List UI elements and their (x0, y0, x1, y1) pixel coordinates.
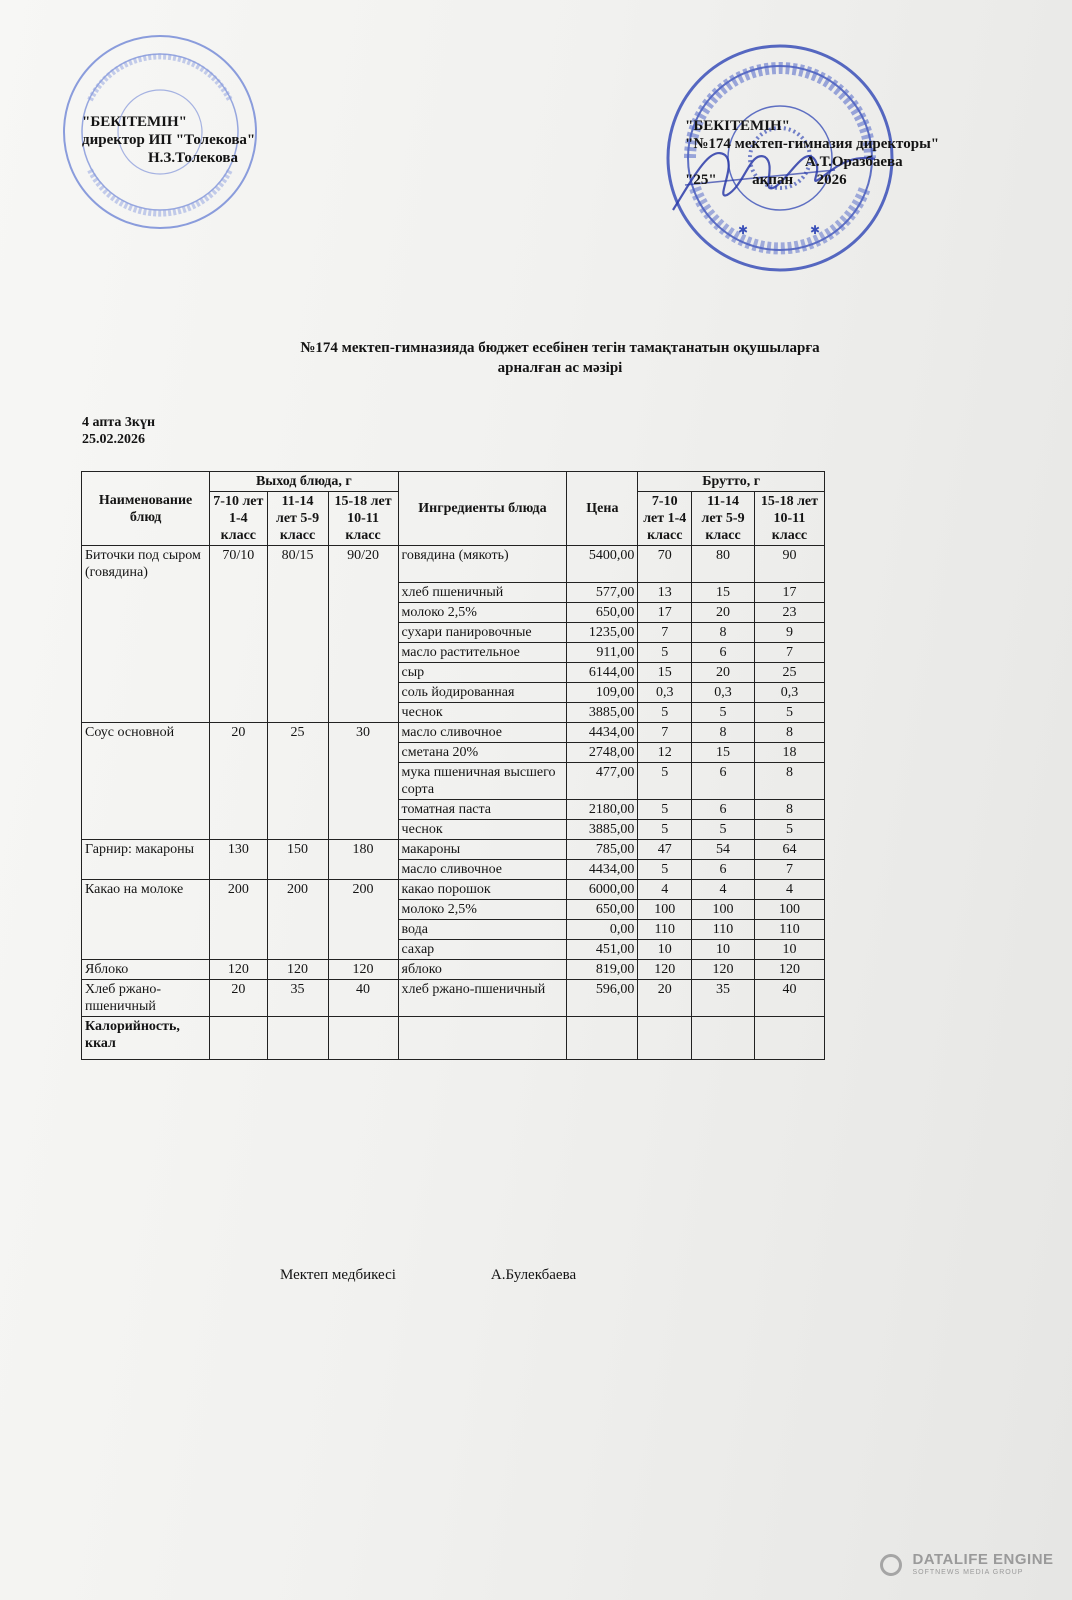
gross-cell: 6 (692, 642, 755, 662)
gross-cell: 23 (754, 602, 824, 622)
dish-name-cell (82, 742, 210, 762)
output-cell: 40 (328, 979, 398, 1016)
approve-word: "БЕКІТЕМІН" (82, 114, 187, 130)
price-cell: 2748,00 (567, 742, 638, 762)
output-cell (210, 642, 267, 662)
output-cell (210, 939, 267, 959)
output-cell (267, 799, 328, 819)
price-cell: 5400,00 (567, 546, 638, 583)
table-row (82, 939, 825, 959)
gross-cell: 5 (754, 702, 824, 722)
ingredient-cell: вода (398, 919, 567, 939)
output-cell (328, 682, 398, 702)
gross-cell: 5 (638, 799, 692, 819)
approval-block-right (685, 117, 985, 189)
watermark-main: DATALIFE ENGINE (912, 1551, 1054, 1568)
ingredient-cell: масло растительное (398, 642, 567, 662)
output-cell (267, 642, 328, 662)
gross-cell: 100 (754, 899, 824, 919)
price-cell: 596,00 (567, 979, 638, 1016)
dish-name-cell (82, 662, 210, 682)
ingredient-cell: какао порошок (398, 879, 567, 899)
output-cell (267, 682, 328, 702)
output-cell (267, 662, 328, 682)
watermark-logo-icon (880, 1554, 902, 1576)
table-row (82, 879, 825, 899)
dish-name-cell (82, 939, 210, 959)
output-cell (267, 899, 328, 919)
output-cell (328, 859, 398, 879)
gross-cell: 4 (638, 879, 692, 899)
output-cell (267, 919, 328, 939)
output-cell: 200 (328, 879, 398, 899)
dish-name-cell (82, 682, 210, 702)
gross-cell: 9 (754, 622, 824, 642)
gross-cell: 5 (638, 702, 692, 722)
dish-name-cell (82, 622, 210, 642)
gross-cell: 47 (638, 839, 692, 859)
header-price: Цена (567, 472, 638, 546)
output-cell: 120 (328, 959, 398, 979)
output-cell (328, 582, 398, 602)
svg-text:✱: ✱ (738, 223, 749, 237)
gross-cell: 18 (754, 742, 824, 762)
gross-cell: 35 (692, 979, 755, 1016)
gross-cell: 10 (638, 939, 692, 959)
output-cell: 25 (267, 722, 328, 742)
calorie-value-cell (398, 1016, 567, 1059)
date-year: 2026 (816, 172, 847, 188)
gross-cell: 15 (692, 742, 755, 762)
approver-name: Н.З.Толекова (148, 150, 238, 166)
price-cell: 911,00 (567, 642, 638, 662)
output-group-2: 11-14 лет 5-9 класс (267, 492, 328, 546)
output-cell (328, 662, 398, 682)
gross-cell: 8 (754, 799, 824, 819)
gross-cell: 5 (638, 762, 692, 799)
output-cell (210, 602, 267, 622)
gross-cell: 80 (692, 546, 755, 583)
output-cell: 120 (210, 959, 267, 979)
gross-cell: 20 (692, 662, 755, 682)
calorie-value-cell (638, 1016, 692, 1059)
gross-cell: 5 (692, 702, 755, 722)
approver-position: "№174 мектеп-гимназия директоры" (685, 136, 940, 152)
output-cell (328, 602, 398, 622)
output-cell: 130 (210, 839, 267, 859)
dish-name-cell: Какао на молоке (82, 879, 210, 899)
header-dish-name: Наименование блюд (82, 472, 210, 546)
gross-cell: 8 (754, 722, 824, 742)
output-cell (267, 582, 328, 602)
gross-cell: 17 (754, 582, 824, 602)
title-line-2: арналған ас мәзірі (497, 360, 623, 376)
calorie-value-cell (692, 1016, 755, 1059)
header-output: Выход блюда, г (210, 472, 398, 492)
price-cell: 4434,00 (567, 859, 638, 879)
price-cell: 2180,00 (567, 799, 638, 819)
price-cell: 577,00 (567, 582, 638, 602)
gross-cell: 8 (754, 762, 824, 799)
ingredient-cell: молоко 2,5% (398, 602, 567, 622)
dish-name-cell (82, 642, 210, 662)
dish-name-cell (82, 799, 210, 819)
dish-name-cell (82, 602, 210, 622)
gross-cell: 12 (638, 742, 692, 762)
output-cell (328, 702, 398, 722)
output-cell: 70/10 (210, 546, 267, 583)
gross-cell: 15 (692, 582, 755, 602)
table-row (82, 682, 825, 702)
gross-cell: 8 (692, 622, 755, 642)
output-cell: 30 (328, 722, 398, 742)
table-row (82, 582, 825, 602)
calorie-value-cell (754, 1016, 824, 1059)
output-cell (328, 622, 398, 642)
ingredient-cell: масло сливочное (398, 722, 567, 742)
output-cell: 120 (267, 959, 328, 979)
price-cell: 4434,00 (567, 722, 638, 742)
gross-group-1: 7-10 лет 1-4 класс (638, 492, 692, 546)
calorie-value-cell (328, 1016, 398, 1059)
nurse-name: А.Булекбаева (490, 1267, 577, 1283)
dish-name-cell (82, 702, 210, 722)
price-cell: 650,00 (567, 602, 638, 622)
dish-name-cell: Гарнир: макароны (82, 839, 210, 859)
table-row (82, 762, 825, 799)
gross-cell: 7 (638, 722, 692, 742)
table-row (82, 642, 825, 662)
dish-name-cell (82, 919, 210, 939)
calorie-value-cell (567, 1016, 638, 1059)
output-cell: 200 (267, 879, 328, 899)
table-row (82, 622, 825, 642)
document-title (220, 338, 900, 378)
gross-cell: 5 (638, 859, 692, 879)
menu-meta (82, 414, 155, 448)
table-row (82, 919, 825, 939)
gross-cell: 120 (754, 959, 824, 979)
gross-group-2: 11-14 лет 5-9 класс (692, 492, 755, 546)
gross-cell: 10 (754, 939, 824, 959)
dish-name-cell (82, 859, 210, 879)
output-cell (210, 702, 267, 722)
price-cell: 819,00 (567, 959, 638, 979)
ingredient-cell: молоко 2,5% (398, 899, 567, 919)
dish-name-cell (82, 819, 210, 839)
gross-cell: 4 (754, 879, 824, 899)
gross-cell: 0,3 (638, 682, 692, 702)
dish-name-cell: Хлеб ржано-пшеничный (82, 979, 210, 1016)
header-gross: Брутто, г (638, 472, 825, 492)
menu-date: 25.02.2026 (82, 432, 145, 447)
price-cell: 785,00 (567, 839, 638, 859)
calorie-label: Калорийность, ккал (82, 1016, 210, 1059)
output-cell (328, 939, 398, 959)
output-cell: 35 (267, 979, 328, 1016)
ingredient-cell: томатная паста (398, 799, 567, 819)
gross-cell: 40 (754, 979, 824, 1016)
ingredient-cell: сахар (398, 939, 567, 959)
price-cell: 451,00 (567, 939, 638, 959)
watermark (880, 1552, 1054, 1577)
ingredient-cell: соль йодированная (398, 682, 567, 702)
ingredient-cell: чеснок (398, 702, 567, 722)
ingredient-cell: мука пшеничная высшего сорта (398, 762, 567, 799)
title-line-1: №174 мектеп-гимназияда бюджет есебінен тегін тамақтанатын оқушыларға (300, 340, 820, 356)
dish-name-cell: Соус основной (82, 722, 210, 742)
gross-cell: 5 (638, 819, 692, 839)
output-cell: 20 (210, 979, 267, 1016)
gross-cell: 100 (692, 899, 755, 919)
price-cell: 650,00 (567, 899, 638, 919)
ingredient-cell: макароны (398, 839, 567, 859)
ingredient-cell: чеснок (398, 819, 567, 839)
gross-cell: 120 (638, 959, 692, 979)
gross-cell: 7 (754, 859, 824, 879)
output-cell (210, 919, 267, 939)
price-cell: 477,00 (567, 762, 638, 799)
date-month: ақпан (752, 172, 794, 188)
output-cell (328, 819, 398, 839)
price-cell: 3885,00 (567, 819, 638, 839)
approve-word: "БЕКІТЕМІН" (685, 118, 790, 134)
gross-cell: 64 (754, 839, 824, 859)
output-cell (328, 742, 398, 762)
output-cell (210, 622, 267, 642)
gross-cell: 5 (692, 819, 755, 839)
table-row (82, 819, 825, 839)
gross-cell: 7 (638, 622, 692, 642)
nurse-role: Мектеп медбикесі (280, 1267, 396, 1283)
table-row (82, 546, 825, 583)
output-cell (210, 762, 267, 799)
dish-name-cell (82, 582, 210, 602)
approver-position: директор ИП "Толекова" (82, 132, 256, 148)
price-cell: 6000,00 (567, 879, 638, 899)
approver-name: А.Т.Оразбаева (805, 154, 903, 170)
table-row (82, 742, 825, 762)
price-cell: 109,00 (567, 682, 638, 702)
ingredient-cell: сухари панировочные (398, 622, 567, 642)
gross-cell: 0,3 (692, 682, 755, 702)
output-cell: 200 (210, 879, 267, 899)
output-group-3: 15-18 лет 10-11 класс (328, 492, 398, 546)
week-day: 4 апта 3күн (82, 415, 156, 430)
svg-text:✱: ✱ (810, 223, 821, 237)
gross-cell: 25 (754, 662, 824, 682)
watermark-sub: SOFTNEWS MEDIA GROUP (912, 1569, 1024, 1576)
output-cell (267, 622, 328, 642)
gross-cell: 0,3 (754, 682, 824, 702)
output-cell: 180 (328, 839, 398, 859)
table-row (82, 702, 825, 722)
gross-cell: 90 (754, 546, 824, 583)
gross-group-3: 15-18 лет 10-11 класс (754, 492, 824, 546)
dish-name-cell: Биточки под сыром (говядина) (82, 546, 210, 583)
output-cell (210, 582, 267, 602)
output-cell (328, 799, 398, 819)
output-cell (267, 819, 328, 839)
gross-cell: 20 (638, 979, 692, 1016)
price-cell: 3885,00 (567, 702, 638, 722)
ingredient-cell: хлеб ржано-пшеничный (398, 979, 567, 1016)
output-cell (210, 682, 267, 702)
gross-cell: 6 (692, 859, 755, 879)
ingredient-cell: яблоко (398, 959, 567, 979)
gross-cell: 110 (754, 919, 824, 939)
output-cell (210, 662, 267, 682)
gross-cell: 110 (638, 919, 692, 939)
price-cell: 6144,00 (567, 662, 638, 682)
output-cell (210, 799, 267, 819)
ingredient-cell: сметана 20% (398, 742, 567, 762)
output-cell (267, 702, 328, 722)
output-cell (328, 919, 398, 939)
output-cell (210, 859, 267, 879)
approval-date (685, 171, 985, 189)
gross-cell: 120 (692, 959, 755, 979)
table-row (82, 959, 825, 979)
gross-cell: 6 (692, 799, 755, 819)
gross-cell: 5 (754, 819, 824, 839)
table-row (82, 979, 825, 1016)
signature-line (280, 1267, 576, 1284)
header-ingredients: Ингредиенты блюда (398, 472, 567, 546)
output-cell (210, 899, 267, 919)
table-row (82, 899, 825, 919)
gross-cell: 110 (692, 919, 755, 939)
table-row (82, 662, 825, 682)
table-row (82, 859, 825, 879)
menu-table (81, 471, 825, 1060)
calorie-value-cell (210, 1016, 267, 1059)
price-cell: 1235,00 (567, 622, 638, 642)
gross-cell: 6 (692, 762, 755, 799)
calorie-value-cell (267, 1016, 328, 1059)
table-row (82, 799, 825, 819)
output-cell (210, 742, 267, 762)
approval-block-left (82, 113, 342, 167)
gross-cell: 54 (692, 839, 755, 859)
calorie-row (82, 1016, 825, 1059)
output-cell (267, 762, 328, 799)
output-cell (267, 859, 328, 879)
ingredient-cell: сыр (398, 662, 567, 682)
output-cell (210, 819, 267, 839)
output-cell: 150 (267, 839, 328, 859)
gross-cell: 10 (692, 939, 755, 959)
output-cell (267, 939, 328, 959)
ingredient-cell: хлеб пшеничный (398, 582, 567, 602)
output-cell (267, 602, 328, 622)
gross-cell: 7 (754, 642, 824, 662)
output-cell (267, 742, 328, 762)
output-group-1: 7-10 лет 1-4 класс (210, 492, 267, 546)
gross-cell: 15 (638, 662, 692, 682)
gross-cell: 5 (638, 642, 692, 662)
output-cell: 90/20 (328, 546, 398, 583)
date-day: "25" (685, 172, 717, 188)
gross-cell: 4 (692, 879, 755, 899)
gross-cell: 17 (638, 602, 692, 622)
output-cell (328, 762, 398, 799)
gross-cell: 70 (638, 546, 692, 583)
gross-cell: 20 (692, 602, 755, 622)
dish-name-cell (82, 899, 210, 919)
gross-cell: 13 (638, 582, 692, 602)
output-cell (328, 642, 398, 662)
gross-cell: 8 (692, 722, 755, 742)
table-row (82, 602, 825, 622)
dish-name-cell (82, 762, 210, 799)
table-row (82, 839, 825, 859)
dish-name-cell: Яблоко (82, 959, 210, 979)
price-cell: 0,00 (567, 919, 638, 939)
output-cell: 20 (210, 722, 267, 742)
gross-cell: 100 (638, 899, 692, 919)
output-cell: 80/15 (267, 546, 328, 583)
table-row (82, 722, 825, 742)
output-cell (328, 899, 398, 919)
ingredient-cell: масло сливочное (398, 859, 567, 879)
ingredient-cell: говядина (мякоть) (398, 546, 567, 583)
